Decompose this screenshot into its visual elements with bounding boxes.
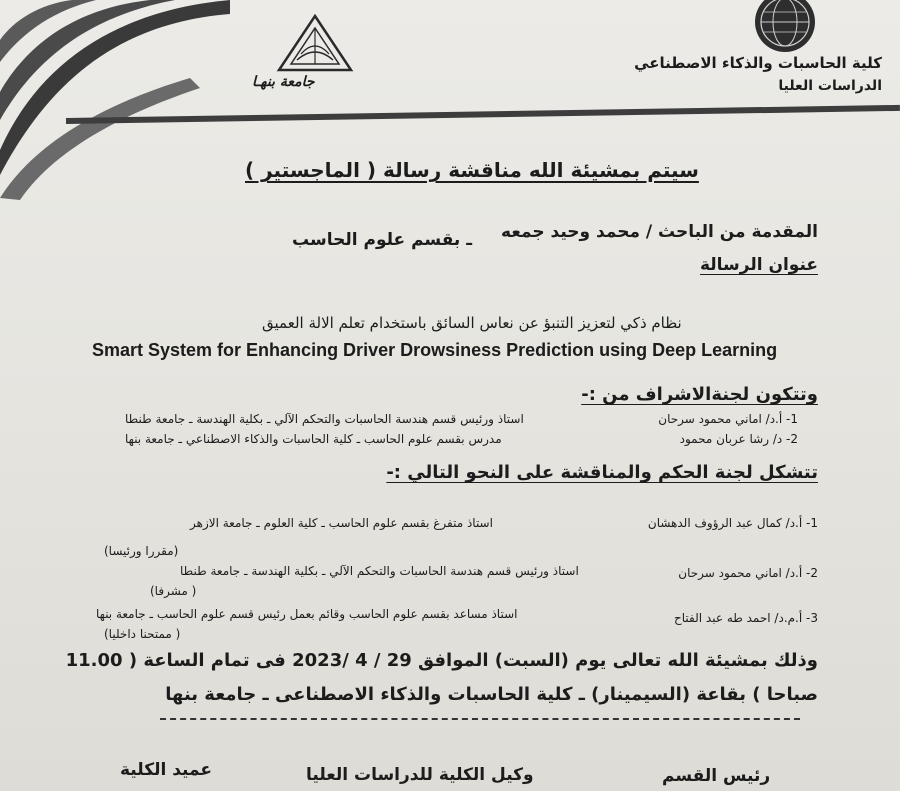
supervisor-title: استاذ ورئيس قسم هندسة الحاسبات والتحكم الآلي ـ بكلية الهندسة ـ جامعة طنطا [125,412,524,426]
supervisor-name: 1- أ.د/ اماني محمود سرحان [658,412,798,426]
signature-department-head: رئيس القسم [662,766,771,786]
university-name: جامعة بنهـا [252,74,315,90]
signature-dean: عميد الكلية [120,760,212,780]
university-logo [275,14,355,74]
committee-member-role: ( مشرفا) [150,584,197,598]
faculty-logo [748,0,822,52]
committee-member-name: 1- أ.د/ كمال عبد الرؤوف الدهشان [647,516,818,530]
thesis-title-english: Smart System for Enhancing Driver Drowsiness Prediction using Deep Learning [92,340,778,360]
committee-member-title: استاذ متفرغ بقسم علوم الحاسب ـ كلية العلوم ـ جامعة الازهر [190,516,493,530]
thesis-title-arabic: نظام ذكي لتعزيز التنبؤ عن نعاس السائق باستخدام تعلم الالة العميق [262,314,682,332]
graduate-studies-label: الدراسات العليا [778,78,882,94]
supervision-heading: وتتكون لجنةالاشراف من :- [581,384,818,405]
dashed-divider [160,718,800,720]
committee-heading: تتشكل لجنة الحكم والمناقشة على النحو التالي :- [386,462,818,483]
committee-member-role: ( ممتحنا داخليا) [104,627,181,641]
signature-vice-dean: وكيل الكلية للدراسات العليا [306,765,534,785]
committee-member-role: (مقررا ورئيسا) [104,544,179,558]
presenter-line: المقدمة من الباحث / محمد وحيد جمعه [501,222,818,242]
supervisor-name: 2- د/ رشا عربان محمود [679,432,798,446]
defense-venue-line: صباحا ) بقاعة (السيمينار) ـ كلية الحاسبات والذكاء الاصطناعى ـ جامعة بنها [165,684,818,705]
committee-member-title: استاذ مساعد بقسم علوم الحاسب وقائم بعمل رئيس قسم علوم الحاسب ـ جامعة بنها [96,607,518,621]
announcement-title: سيتم بمشيئة الله مناقشة رسالة ( الماجستير ) [245,158,699,182]
committee-member-title: استاذ ورئيس قسم هندسة الحاسبات والتحكم الآلي ـ بكلية الهندسة ـ جامعة طنطا [180,564,579,578]
header-divider [66,105,900,124]
committee-member-name: 2- أ.د/ اماني محمود سرحان [678,566,818,580]
faculty-name: كلية الحاسبات والذكاء الاصطناعي [634,54,882,72]
department-line: ـ بقسم علوم الحاسب [292,230,473,250]
committee-member-name: 3- أ.م.د/ احمد طه عبد الفتاح [674,611,818,625]
defense-date-line: وذلك بمشيئة الله تعالى يوم (السبت) الموافق 29 / 4 /2023 فى تمام الساعة ( 11.00 [65,650,818,671]
thesis-title-heading: عنوان الرسالة [699,255,818,275]
decorative-corner-stripes [0,0,230,200]
supervisor-title: مدرس بقسم علوم الحاسب ـ كلية الحاسبات والذكاء الاصطناعي ـ جامعة بنها [125,432,502,446]
